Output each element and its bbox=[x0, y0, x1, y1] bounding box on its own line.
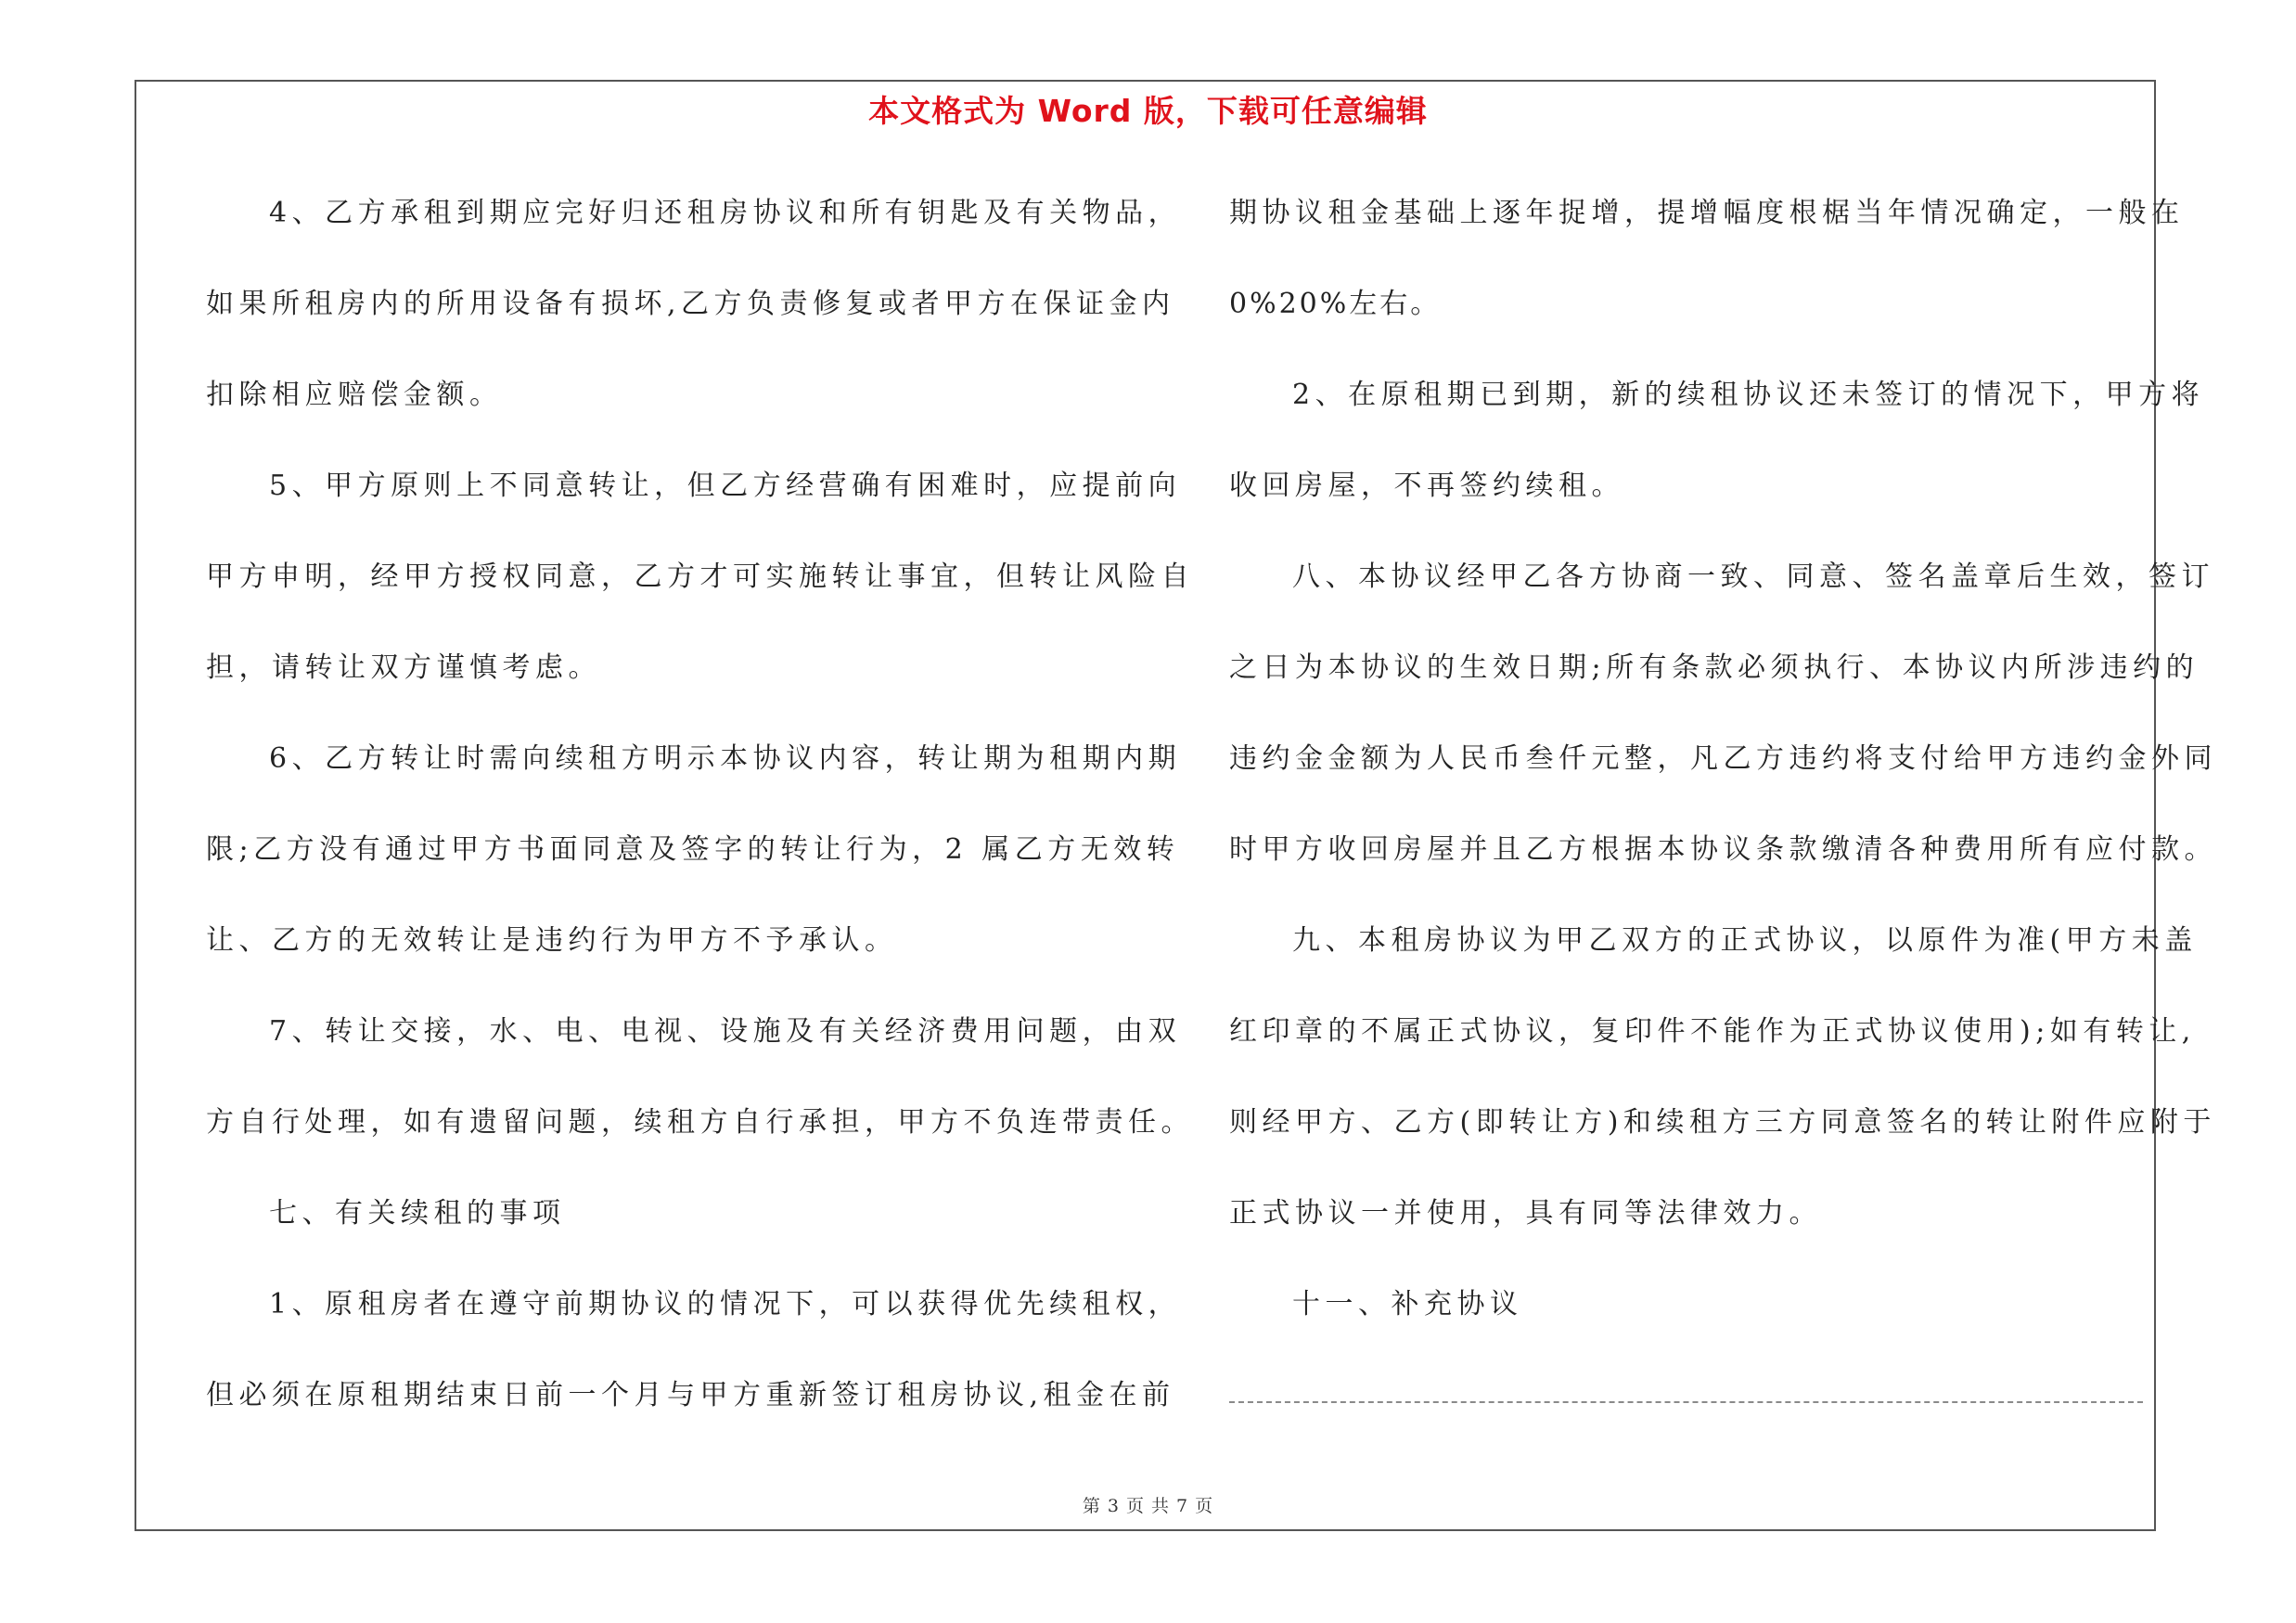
text-line: 0%20%左右。 bbox=[1229, 288, 1442, 320]
text-line: 2、在原租期已到期，新的续租协议还未签订的情况下，甲方将 bbox=[1292, 379, 2205, 411]
text-line: 5、甲方原则上不同意转让，但乙方经营确有困难时，应提前向 bbox=[269, 470, 1182, 502]
blank-fill-line bbox=[1229, 1401, 2143, 1403]
text-line: 如果所租房内的所用设备有损坏,乙方负责修复或者甲方在保证金内 bbox=[206, 288, 1175, 320]
right-text-column bbox=[1229, 181, 2217, 1363]
text-line: 6、乙方转让时需向续租方明示本协议内容，转让期为租期内期 bbox=[269, 742, 1182, 775]
text-line: 担，请转让双方谨慎考虑。 bbox=[206, 651, 601, 684]
text-line: 八、本协议经甲乙各方协商一致、同意、签名盖章后生效，签订 bbox=[1292, 560, 2214, 593]
word-format-banner: 本文格式为 Word 版，下载可任意编辑 bbox=[868, 93, 1428, 129]
text-line: 让、乙方的无效转让是违约行为甲方不予承认。 bbox=[206, 924, 898, 957]
section-heading: 七、有关续租的事项 bbox=[269, 1197, 566, 1230]
text-line: 九、本租房协议为甲乙双方的正式协议，以原件为准(甲方未盖 bbox=[1292, 924, 2198, 957]
text-line: 7、转让交接，水、电、电视、设施及有关经济费用问题，由双 bbox=[269, 1015, 1182, 1048]
text-line: 收回房屋，不再签约续租。 bbox=[1229, 470, 1624, 502]
text-line: 限;乙方没有通过甲方书面同意及签字的转让行为，2 属乙方无效转 bbox=[206, 833, 1180, 866]
text-line: 但必须在原租期结束日前一个月与甲方重新签订租房协议,租金在前 bbox=[206, 1379, 1175, 1411]
text-line: 之日为本协议的生效日期;所有条款必须执行、本协议内所涉违约的 bbox=[1229, 651, 2200, 684]
text-line: 扣除相应赔偿金额。 bbox=[206, 379, 503, 411]
text-line: 红印章的不属正式协议，复印件不能作为正式协议使用);如有转让, bbox=[1229, 1015, 2196, 1048]
text-line: 4、乙方承租到期应完好归还租房协议和所有钥匙及有关物品， bbox=[269, 197, 1182, 229]
text-line: 甲方申明，经甲方授权同意，乙方才可实施转让事宜，但转让风险自 bbox=[206, 560, 1194, 593]
section-heading: 十一、补充协议 bbox=[1292, 1288, 1523, 1320]
text-line: 违约金金额为人民币叁仟元整，凡乙方违约将支付给甲方违约金外同 bbox=[1229, 742, 2217, 775]
text-line: 则经甲方、乙方(即转让方)和续租方三方同意签名的转让附件应附于 bbox=[1229, 1106, 2216, 1139]
text-line: 方自行处理，如有遗留问题，续租方自行承担，甲方不负连带责任。 bbox=[206, 1106, 1194, 1139]
left-text-column bbox=[206, 181, 1194, 1454]
text-line: 1、原租房者在遵守前期协议的情况下，可以获得优先续租权， bbox=[269, 1288, 1182, 1320]
text-line: 正式协议一并使用，具有同等法律效力。 bbox=[1229, 1197, 1822, 1230]
text-line: 期协议租金基础上逐年捉增，提增幅度根椐当年情况确定，一般在 bbox=[1229, 197, 2185, 229]
text-line: 时甲方收回房屋并且乙方根据本协议条款缴清各种费用所有应付款。 bbox=[1229, 833, 2217, 866]
page-number: 第 3 页 共 7 页 bbox=[1082, 1496, 1214, 1516]
